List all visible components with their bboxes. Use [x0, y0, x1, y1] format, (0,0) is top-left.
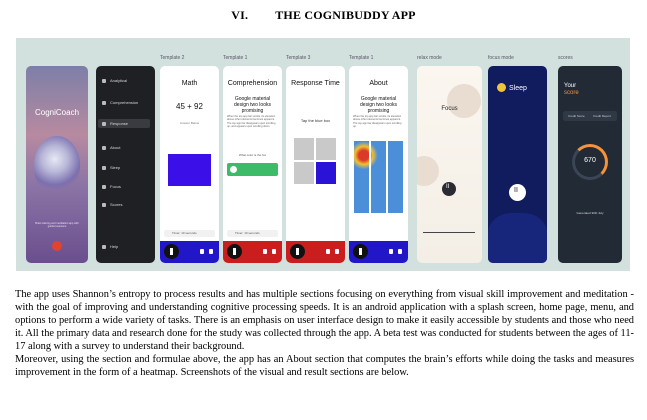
- settings-icon[interactable]: [200, 249, 204, 254]
- bottom-nav: [223, 241, 282, 263]
- scores-screen: [558, 66, 622, 263]
- splash-screen: [26, 66, 88, 263]
- app-screenshots-figure: [16, 38, 630, 271]
- response-time-screen: [286, 66, 345, 263]
- template-label: Template 1: [223, 55, 248, 61]
- brain-heatmap: [354, 141, 403, 213]
- home-button[interactable]: [353, 244, 368, 259]
- menu-item-help[interactable]: Help: [102, 244, 118, 249]
- menu-screen: [96, 66, 155, 263]
- about-screen: [349, 66, 408, 263]
- question: What color is the fox: [238, 153, 267, 157]
- profile-icon[interactable]: [209, 249, 213, 254]
- about-subtitle: Google material design two looks promising: [360, 96, 397, 114]
- home-button[interactable]: [227, 244, 242, 259]
- template-label: Template 3: [286, 55, 311, 61]
- bottom-nav: [286, 241, 345, 263]
- grey-box[interactable]: [294, 138, 314, 160]
- decor-shape: [447, 84, 481, 118]
- scores-icon: [102, 203, 106, 207]
- score-footer: Generated 30th July: [576, 211, 604, 215]
- screen-title: Comprehension: [227, 80, 278, 87]
- grey-box[interactable]: [294, 162, 314, 184]
- comprehension-icon: [102, 101, 106, 105]
- focus-icon: [102, 185, 106, 189]
- section-title: THE COGNIBUDDY APP: [275, 8, 416, 22]
- grey-box[interactable]: [316, 138, 336, 160]
- sleep-icon: [102, 166, 106, 170]
- math-screen: [160, 66, 219, 263]
- answer-area[interactable]: [168, 154, 211, 186]
- template-label: Template 1: [349, 55, 374, 61]
- menu-item-sleep[interactable]: Sleep: [102, 165, 120, 170]
- response-icon: [102, 122, 106, 126]
- bottom-nav: [160, 241, 219, 263]
- section-number: VI.: [231, 8, 249, 22]
- mode-label: focus mode: [488, 55, 514, 61]
- start-button[interactable]: [52, 241, 62, 251]
- splash-description: Brain training and meditation app with guided sessions: [35, 222, 79, 229]
- screen-title: Response Time: [291, 80, 340, 87]
- score-value: 670: [584, 157, 596, 164]
- mode-label: relax mode: [417, 55, 442, 61]
- answer-option[interactable]: [227, 163, 278, 176]
- menu-item-comprehension[interactable]: Comprehension: [102, 100, 138, 105]
- menu-item-focus[interactable]: Focus: [102, 184, 121, 189]
- section-heading: [0, 8, 647, 23]
- menu-item-response[interactable]: Response: [98, 119, 150, 128]
- instruction: Tap the blue box: [300, 118, 331, 123]
- moon-icon: [497, 83, 506, 92]
- brain-image: [34, 136, 80, 194]
- comprehension-screen: [223, 66, 282, 263]
- menu-item-scores[interactable]: Scores: [102, 202, 122, 207]
- timer: Timer: 10 seconds: [164, 230, 215, 237]
- paragraph: The app uses Shannon’s entropy to process results and has multiple sections focusing on everything from visual skill improvement and meditation - with the goal of improving and understanding cognitive processing speeds. It is an android application with a splash screen, home page, menu, and options to perform a wide variety of tasks. There is an emphasis on user interface design to make it easily accessible by students and those who need it. All the primary data and research done for the study was collected through the app. A beta test was conducted for students between the ages of 11-17 along with a survey to understand their background.: [15, 289, 634, 352]
- profile-icon[interactable]: [335, 249, 339, 254]
- settings-icon[interactable]: [263, 249, 267, 254]
- scores-title: Your score: [564, 83, 579, 96]
- answer-hint: Answer Below: [179, 121, 199, 125]
- focus-mode-screen: [488, 66, 547, 263]
- profile-icon[interactable]: [398, 249, 402, 254]
- pause-button[interactable]: [442, 182, 456, 196]
- settings-icon[interactable]: [326, 249, 330, 254]
- math-expression: 45 + 92: [176, 102, 203, 111]
- tab-credit-report[interactable]: Credit Report: [593, 114, 611, 118]
- app-title: CogniCoach: [34, 108, 80, 117]
- screen-title: About: [369, 80, 388, 87]
- timer: Timer: 10 seconds: [227, 230, 278, 237]
- settings-icon[interactable]: [389, 249, 393, 254]
- passage-text: When the top app bar scrolls, its elevation above other elements becomes apparent. The top app bar disappears upon scrolling up, and appears upon scrolling down.: [227, 115, 276, 129]
- progress-bar[interactable]: [423, 232, 475, 233]
- menu-item-about[interactable]: About: [102, 145, 120, 150]
- focus-title: Sleep: [509, 85, 527, 92]
- template-label: Template 2: [160, 55, 185, 61]
- analytical-icon: [102, 79, 106, 83]
- menu-item-analytical[interactable]: Analytical: [102, 78, 127, 83]
- relax-mode-screen: [417, 66, 482, 263]
- pause-button[interactable]: [509, 184, 526, 201]
- home-button[interactable]: [164, 244, 179, 259]
- about-icon: [102, 146, 106, 150]
- body-text: [15, 288, 634, 379]
- screen-title: Math: [181, 80, 198, 87]
- mode-label: scores: [558, 55, 573, 61]
- home-button[interactable]: [290, 244, 305, 259]
- relax-title: Focus: [441, 106, 458, 112]
- wave-decor: [488, 213, 547, 263]
- profile-icon[interactable]: [272, 249, 276, 254]
- blue-box[interactable]: [316, 162, 336, 184]
- help-icon: [102, 245, 106, 249]
- passage-title: Google material design two looks promising: [234, 96, 271, 114]
- tab-credit-score[interactable]: Credit Score: [568, 114, 585, 118]
- about-text: When the top app bar scrolls, its elevation above other elements becomes apparent. The top app bar disappears upon scrolling up.: [353, 115, 402, 129]
- decor-shape: [417, 156, 439, 186]
- score-tabs: [563, 111, 617, 121]
- bottom-nav: [349, 241, 408, 263]
- paragraph: Moreover, using the section and formulae above, the app has an About section that computes the brain’s efforts while doing the tasks and measures improvement in the form of a heatmap. Screenshots of the visual and result sections are below.: [15, 354, 634, 378]
